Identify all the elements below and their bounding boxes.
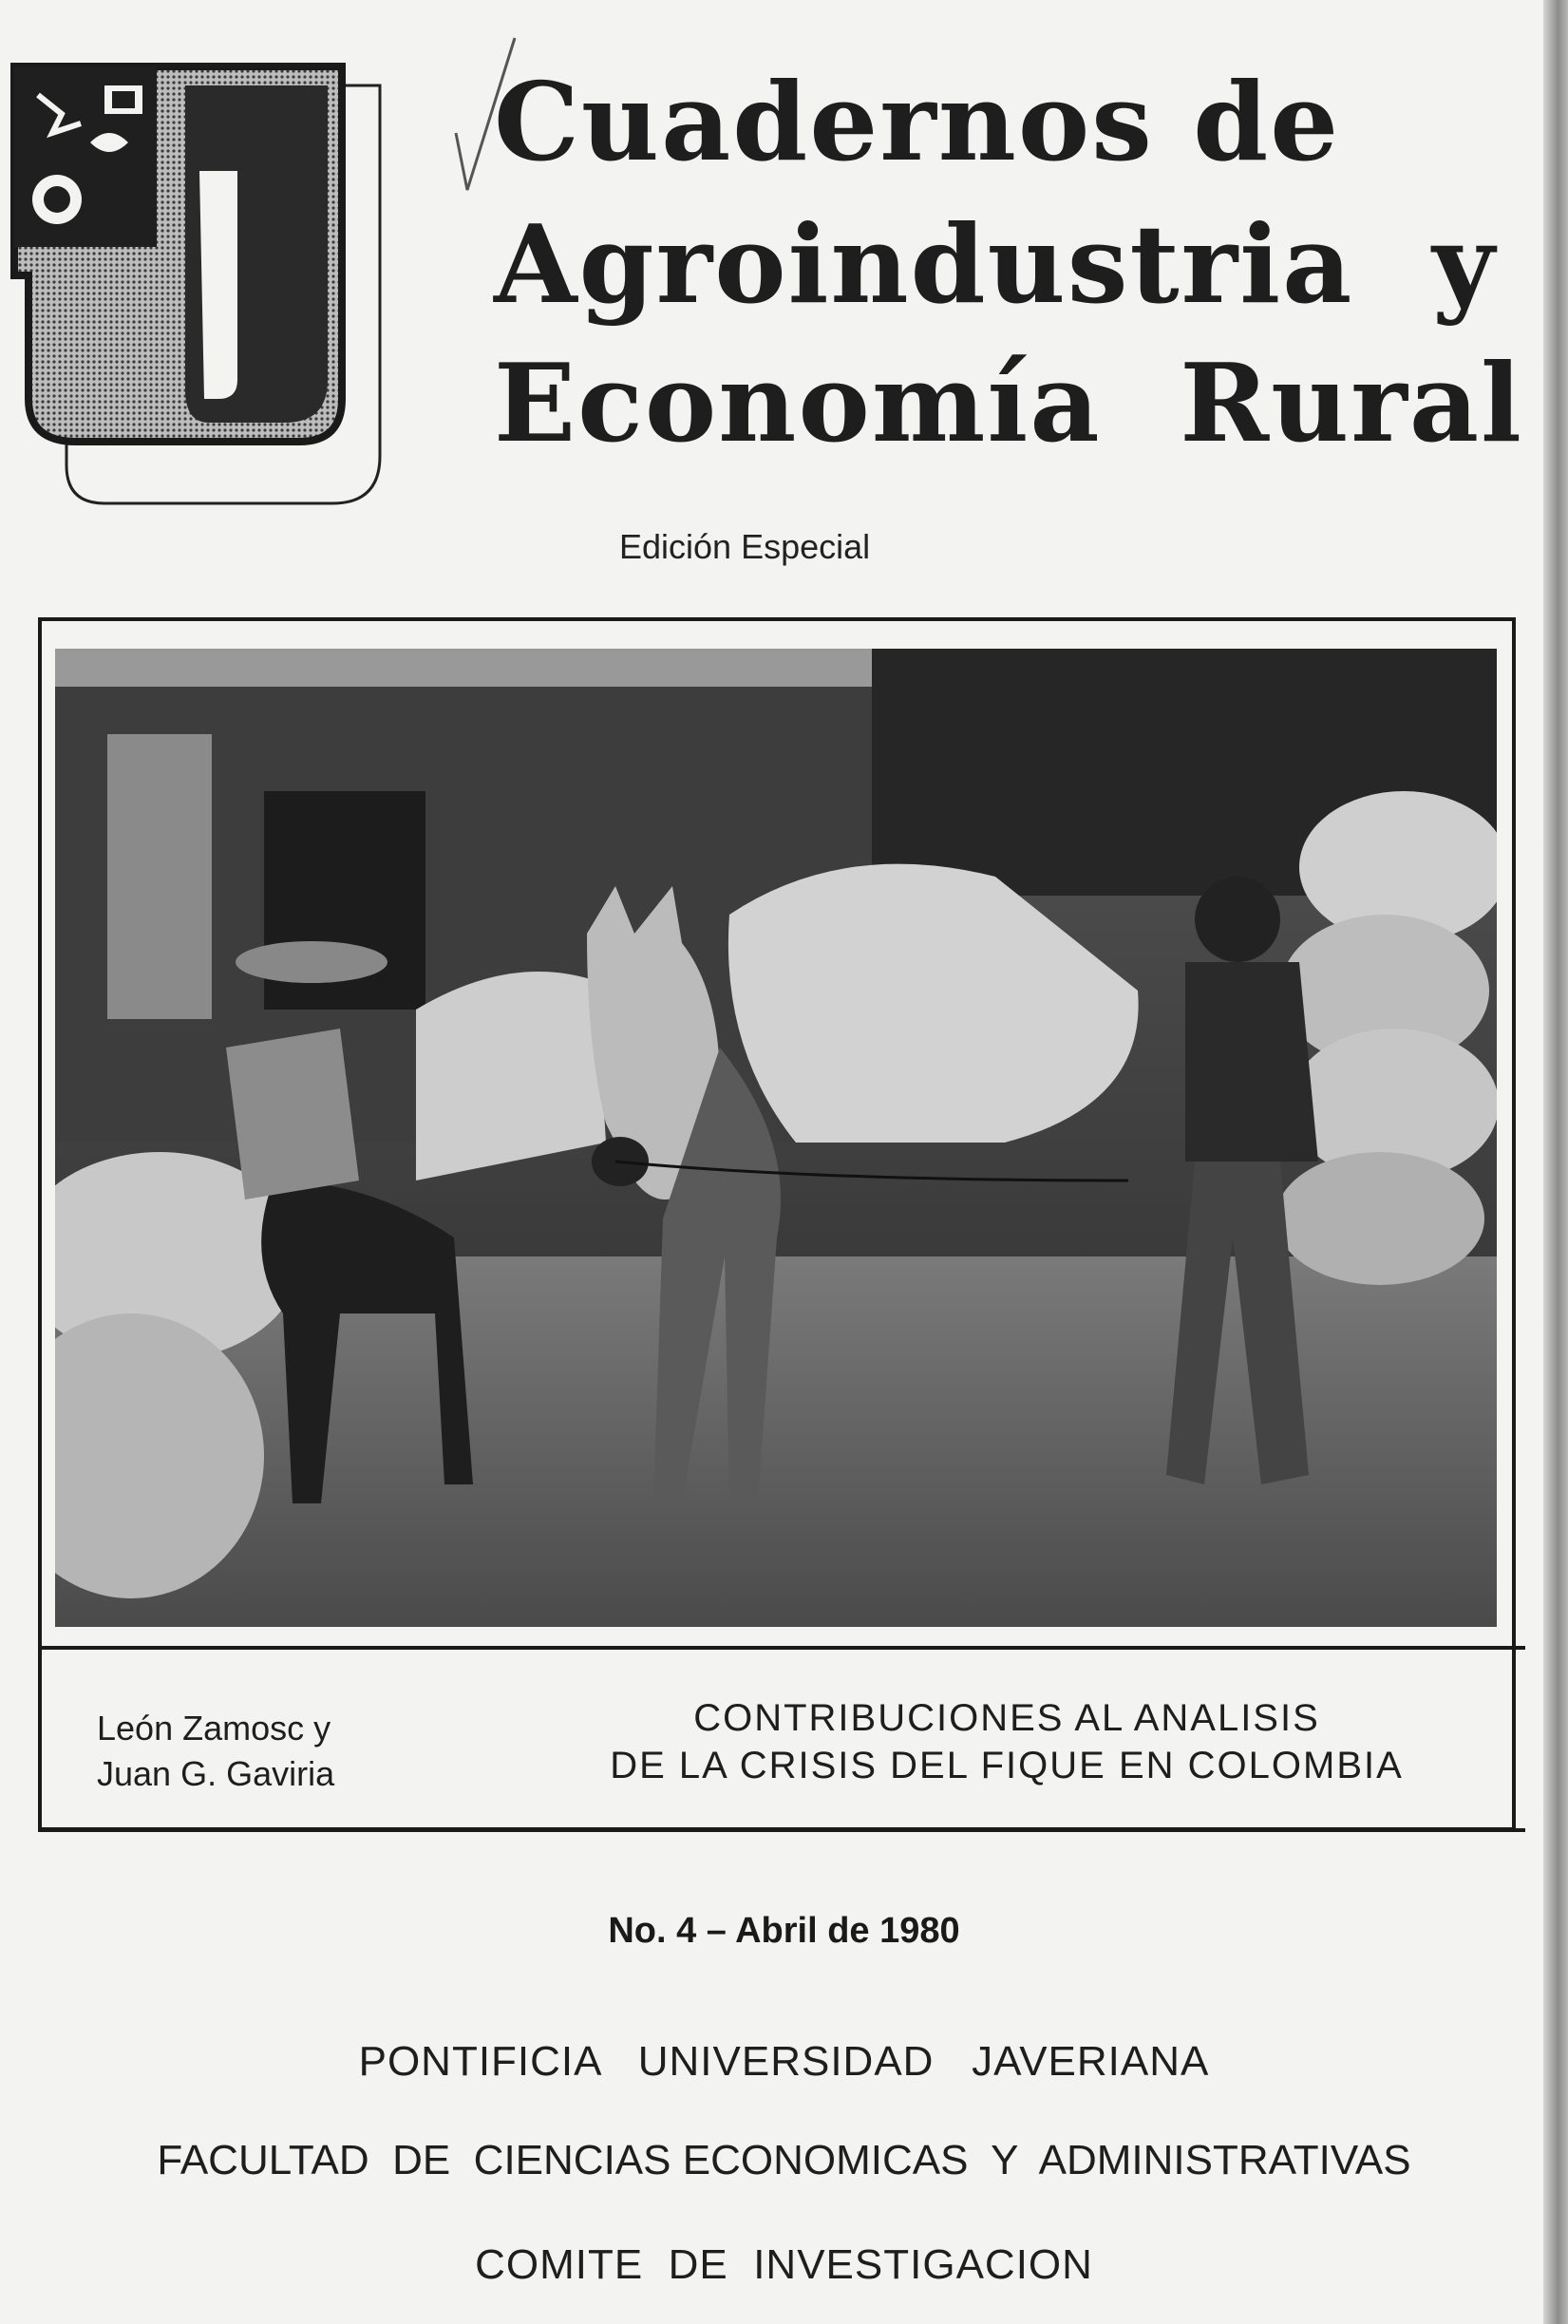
work-title-line-1: CONTRIBUCIONES AL ANALISIS [693,1697,1320,1739]
journal-title-line-3: Economía Rural [494,340,1523,466]
frame-bottom-rule [38,1828,1525,1832]
institution-faculty: FACULTAD DE CIENCIAS ECONOMICAS Y ADMINISTRATIVAS [157,2137,1411,2183]
work-title [532,1694,1482,1789]
issue-number-date: No. 4 – Abril de 1980 [608,1911,960,1951]
journal-title-line-1: Cuadernos de [494,59,1341,185]
edition-label: Edición Especial [619,527,871,566]
author-line-2: Juan G. Gaviria [97,1754,335,1793]
frame-divider [38,1646,1525,1650]
authors [97,1706,334,1797]
journal-title-line-2: Agroindustria y [494,201,1497,328]
work-title-line-2: DE LA CRISIS DEL FIQUE EN COLOMBIA [610,1745,1404,1786]
cover-photograph [55,649,1497,1627]
page-edge [1543,0,1568,2324]
university-logo [0,57,399,513]
institution-committee: COMITE DE INVESTIGACION [475,2241,1093,2288]
institution-university: PONTIFICIA UNIVERSIDAD JAVERIANA [358,2038,1210,2085]
author-line-1: León Zamosc y [97,1709,331,1748]
